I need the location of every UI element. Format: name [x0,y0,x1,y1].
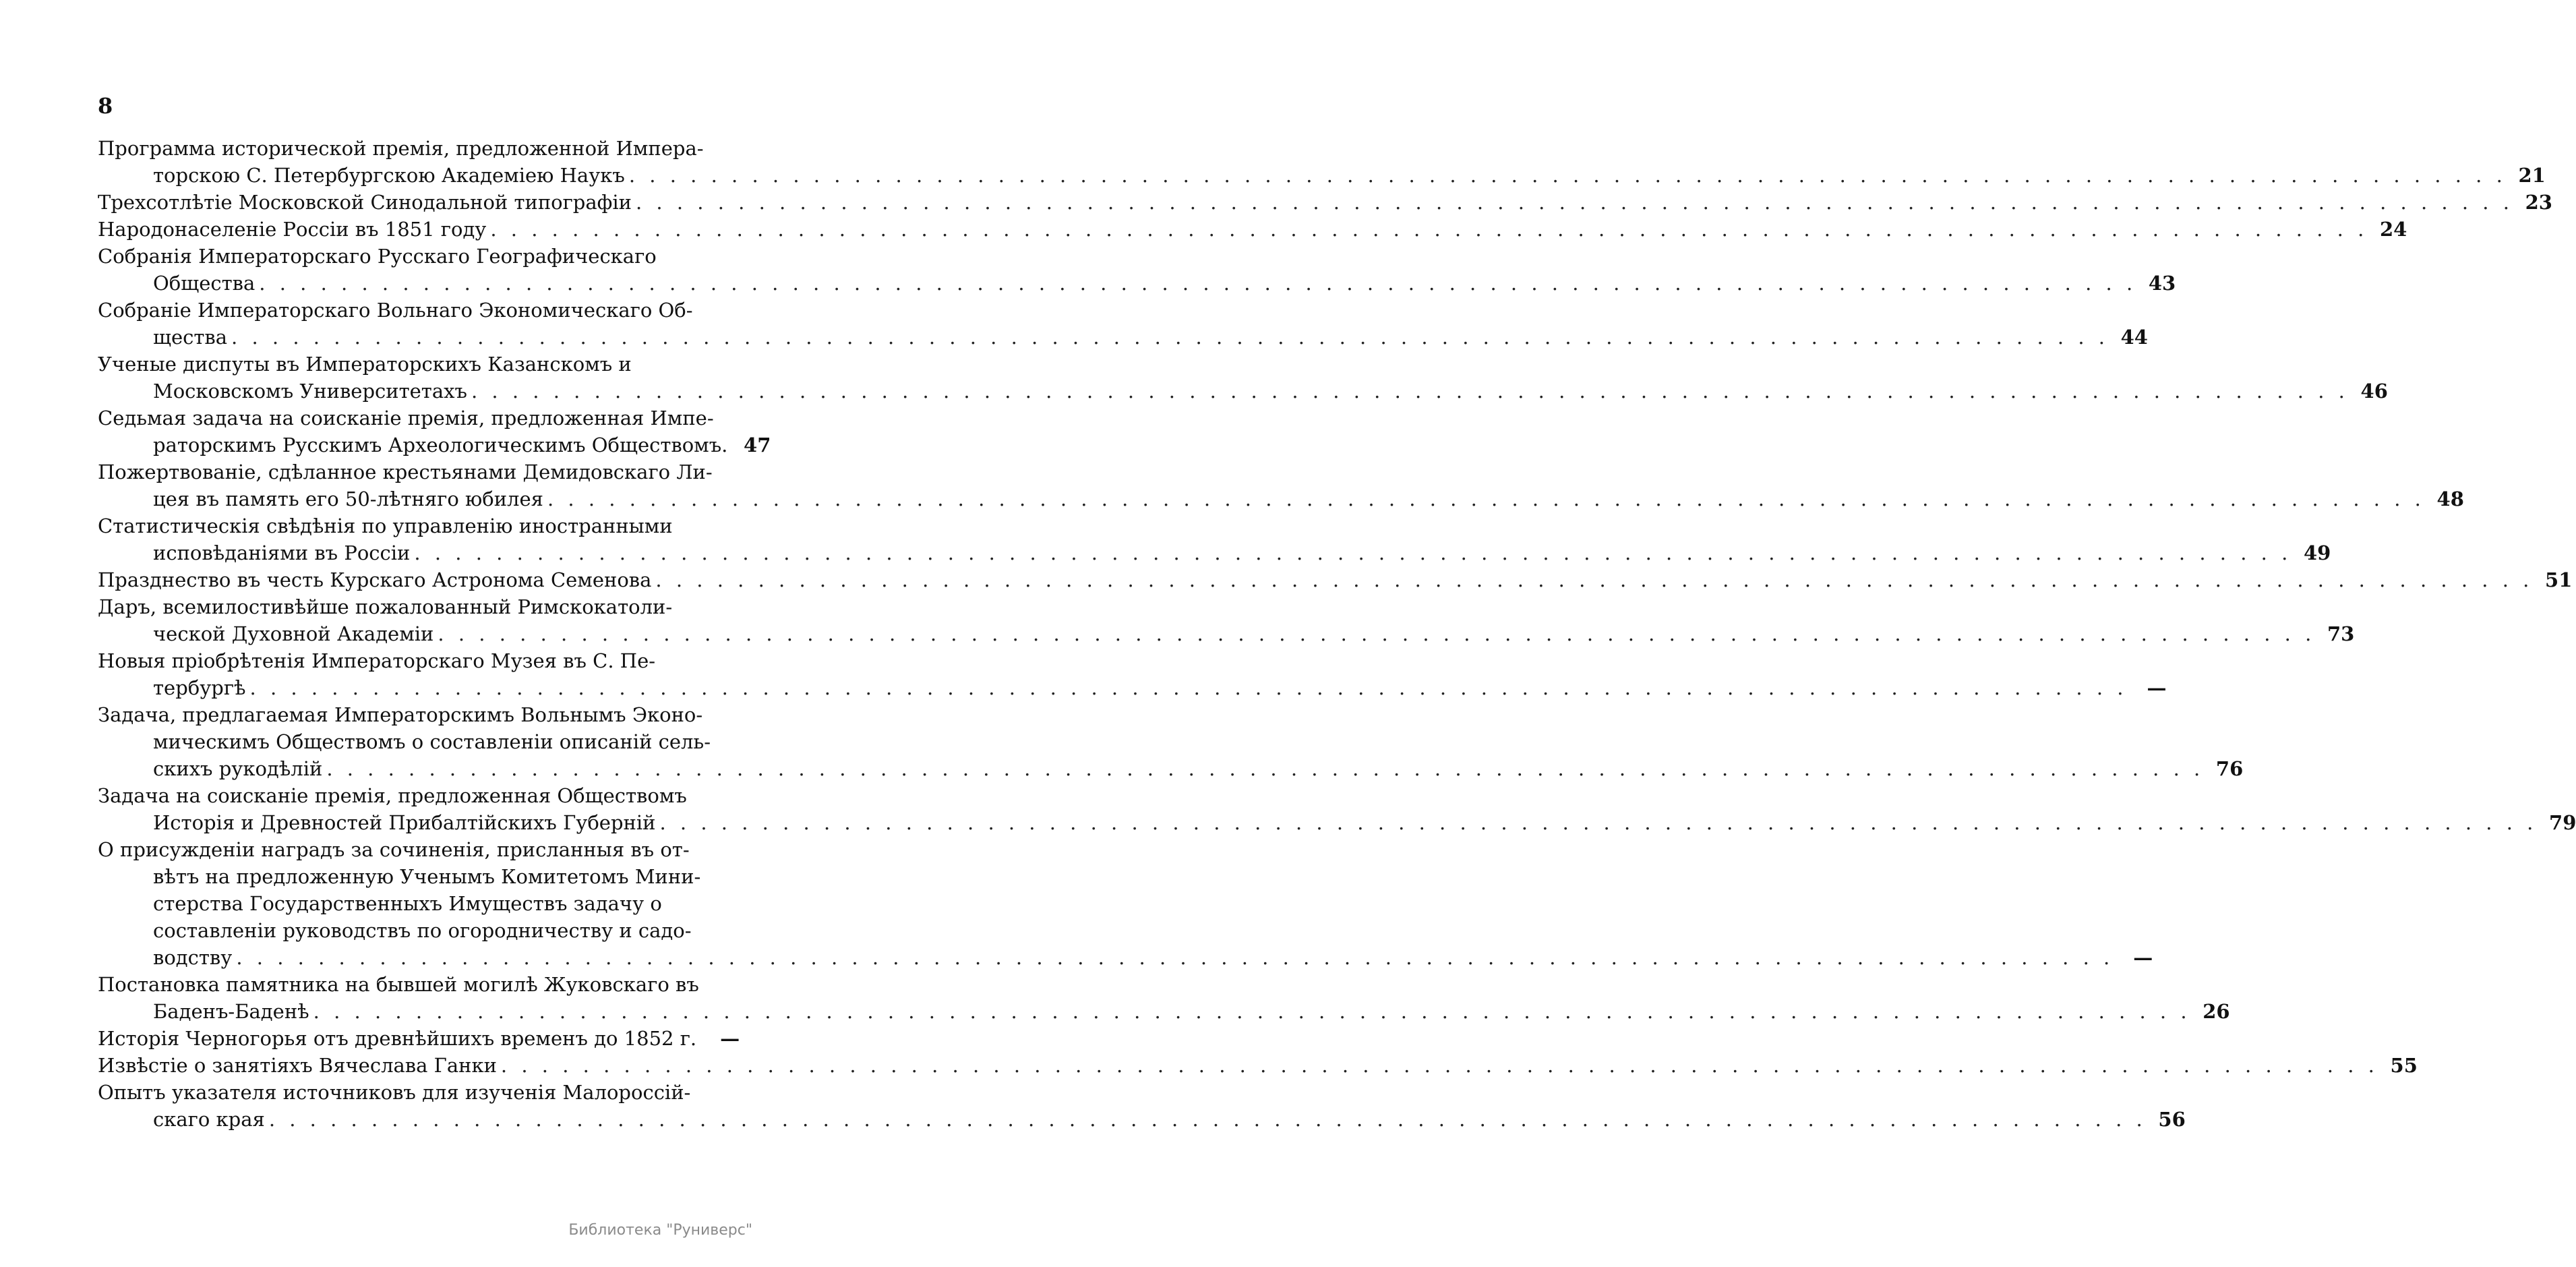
toc-entry-text: тербургѣ [153,676,246,699]
toc-page-number: 48 [2436,488,2464,510]
toc-entry-text: Исторія и Древностей Прибалтійскихъ Губерній [153,811,656,834]
toc-page-number: 43 [2148,272,2176,295]
toc-entry-line [98,998,2230,1025]
toc-entry-line [98,809,2576,836]
toc-page-number: 56 [2158,1108,2186,1131]
toc-entry-text: Задача, предлагаемая Императорскимъ Вольнымъ Эконо- [98,703,703,726]
toc-entry-line [98,782,705,809]
toc-page-number: 76 [2215,757,2244,780]
dot-leader [414,539,2292,566]
toc-entry-text: Седьмая задача на соисканіе премія, предложенная Импе- [98,407,714,430]
toc-entry-line [98,647,705,674]
toc-entry-text: Народонаселеніе Россіи въ 1851 году [98,218,487,241]
toc-entry-line [98,593,705,620]
toc-entry-text: Программа исторической премія, предложенной Импера- [98,137,704,160]
toc-page-number: 44 [2120,326,2148,349]
toc-entry-text: щества [153,326,228,349]
toc-entry-text: Собранія Императорскаго Русскаго Географическаго [98,245,657,268]
dot-leader [326,755,2204,782]
toc-page-number: — [720,1027,740,1050]
toc-entry-text: раторскимъ Русскимъ Археологическимъ Обществомъ. [153,434,728,456]
toc-entry-text: Извѣстіе о занятіяхъ Вячеслава Ганки [98,1054,497,1077]
toc-entry-text: скихъ рукодѣлій [153,757,323,780]
toc-entry-line [98,917,705,944]
toc-entry-line [98,674,2167,701]
dot-leader [629,162,2507,189]
toc-entry-line [98,1052,2418,1079]
dot-leader [547,485,2425,512]
toc-entry [98,459,2464,512]
toc-entry-text: составленіи руководствъ по огородничеству и садо- [153,919,692,942]
toc-entry [98,566,2573,593]
dot-leader [231,324,2109,351]
toc-page-number: — [2147,676,2167,699]
dot-leader [313,998,2191,1025]
dot-leader [490,216,2368,243]
toc-entry-text: вѣтъ на предложенную Ученымъ Комитетомъ Мини- [153,865,701,888]
toc-entry-line [98,863,705,890]
table-of-contents [98,135,2576,1133]
dot-leader [269,1106,2147,1133]
toc-entry-line [98,728,711,755]
toc-page-number: 46 [2360,380,2388,403]
toc-entry-line [98,189,2552,216]
dot-leader [659,809,2537,836]
toc-entry-text: скаго края [153,1108,265,1131]
toc-entry-line [98,459,713,485]
toc-page-number: 51 [2545,568,2573,591]
toc-page-number: — [2133,946,2153,969]
library-watermark: Библиотека "Руниверс" [568,1222,752,1239]
dot-leader [501,1052,2378,1079]
toc-entry-line [98,539,2331,566]
toc-entry [98,1052,2418,1079]
toc-page-number: 21 [2518,164,2546,187]
toc-entry-line [98,1025,740,1052]
toc-entry-line [98,620,2355,647]
toc-entry-line [98,270,2176,297]
toc-entry-line [98,566,2573,593]
dot-leader [438,620,2315,647]
toc-entry-line [98,755,2244,782]
toc-entry-line [98,405,714,432]
toc-entry-text: Задача на соисканіе премія, предложенная Обществомъ [98,784,687,807]
toc-entry [98,135,2546,189]
toc-entry-text: Трехсотлѣтіе Московской Синодальной типографіи [98,191,632,214]
toc-page-number: 24 [2379,218,2407,241]
toc-entry-line [98,432,771,459]
dot-leader [259,270,2136,297]
toc-entry-line [98,378,2388,405]
toc-entry-text: Опытъ указателя источниковъ для изученія Малороссій- [98,1081,691,1104]
toc-entry [98,297,2148,351]
toc-entry-text: стерства Государственныхъ Имуществъ задачу о [153,892,662,915]
toc-entry-line [98,944,2153,971]
toc-entry-line [98,324,2148,351]
toc-entry [98,243,2176,297]
toc-entry-line [98,701,705,728]
toc-entry-line [98,243,705,270]
toc-page-number: 49 [2303,541,2331,564]
toc-entry [98,1079,2186,1133]
toc-page-number: 55 [2390,1054,2418,1077]
toc-entry [98,593,2355,647]
toc-entry [98,405,771,459]
toc-entry [98,1025,740,1052]
toc-entry-line [98,485,2464,512]
toc-entry-text: Исторія Черногорья отъ древнѣйшихъ временъ до 1852 г. [98,1027,697,1050]
toc-entry-text: Постановка памятника на бывшей могилѣ Жуковскаго въ [98,973,699,996]
toc-entry-text: водству [153,946,233,969]
toc-entry-line [98,512,705,539]
toc-entry [98,189,2552,216]
toc-entry [98,836,2153,971]
toc-page-number: 23 [2525,191,2552,214]
toc-entry-text: цея въ память его 50-лѣтняго юбилея [153,488,543,510]
toc-entry-line [98,1106,2186,1133]
toc-entry-text: исповѣданіями въ Россіи [153,541,411,564]
toc-entry-text: О присужденіи наградъ за сочиненія, присланныя въ от- [98,838,690,861]
toc-entry [98,512,2331,566]
toc-entry-text: Собраніе Императорскаго Вольнаго Экономическаго Об- [98,299,693,322]
toc-entry [98,971,2230,1025]
toc-entry-text: Пожертвованіе, сдѣланное крестьянами Демидовскаго Ли- [98,461,713,483]
toc-entry-text: Статистическія свѣдѣнія по управленію иностранными [98,514,673,537]
toc-entry-line [98,836,705,863]
dot-leader [636,189,2513,216]
toc-entry-line [98,890,705,917]
toc-entry-line [98,297,705,324]
toc-entry-line [98,135,705,162]
toc-entry-line [98,162,2546,189]
toc-entry [98,647,2167,701]
toc-entry-line [98,1079,705,1106]
toc-entry-line [98,351,705,378]
dot-leader [236,944,2114,971]
toc-entry-text: Даръ, всемилостивѣйше пожалованный Римскокатоли- [98,595,673,618]
dot-leader [471,378,2349,405]
toc-entry-text: Баденъ-Баденѣ [153,1000,309,1023]
toc-entry-text: мическимъ Обществомъ о составленіи описаній сель- [153,730,711,753]
toc-entry-text: ческой Духовной Академіи [153,622,434,645]
toc-page-number: 26 [2203,1000,2230,1023]
toc-entry-text: Празднество въ честь Курскаго Астронома Семенова [98,568,652,591]
dot-leader [655,566,2533,593]
page-number: 8 [98,93,113,119]
toc-entry-text: торскою С. Петербургскою Академіею Наукъ [153,164,625,187]
toc-entry [98,701,2244,782]
toc-entry [98,351,2388,405]
toc-entry-line [98,971,705,998]
toc-entry-text: Ученые диспуты въ Императорскихъ Казанскомъ и [98,353,632,376]
toc-entry-text: Общества [153,272,256,295]
toc-entry [98,216,2407,243]
toc-entry-text: Новыя пріобрѣтенія Императорскаго Музея въ С. Пе- [98,649,656,672]
dot-leader [250,674,2128,701]
toc-entry-line [98,216,2407,243]
toc-entry-text: Московскомъ Университетахъ [153,380,467,403]
toc-page-number: 47 [744,434,771,456]
toc-page-number: 73 [2327,622,2355,645]
toc-page-number: 79 [2549,811,2576,834]
toc-entry [98,782,2576,836]
